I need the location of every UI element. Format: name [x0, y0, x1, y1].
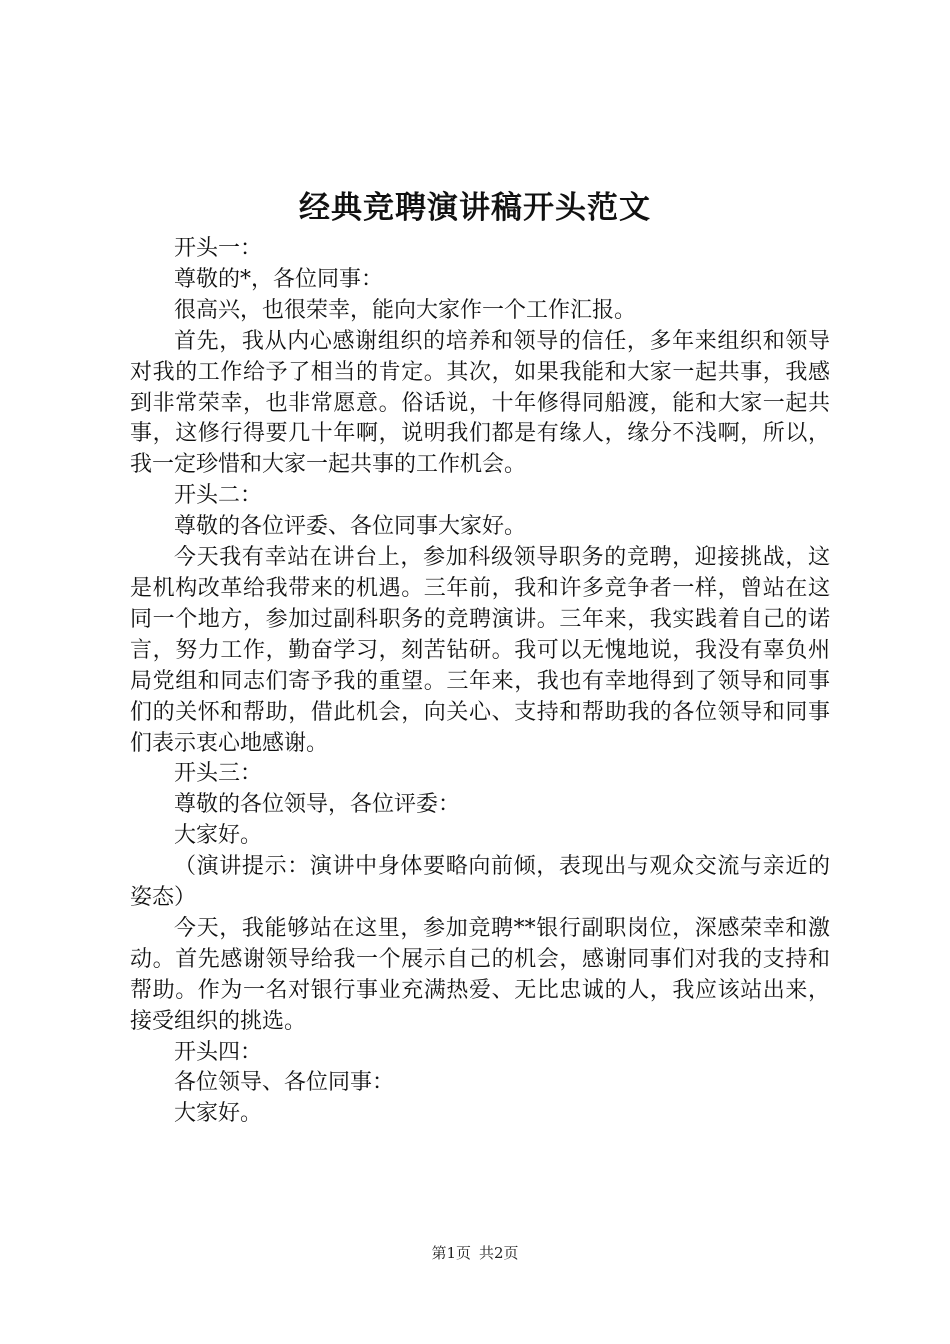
paragraph: 尊敬的各位评委、各位同事大家好。 [174, 514, 527, 540]
paragraph: 大家好。 [174, 1101, 263, 1127]
document-title: 经典竞聘演讲稿开头范文 [299, 190, 651, 226]
paragraph: 尊敬的各位领导，各位评委： [174, 792, 461, 818]
document-body [130, 234, 830, 1130]
page-number: 第1页 [431, 1244, 471, 1262]
paragraph: 开头二： [174, 483, 263, 509]
paragraph: 很高兴，也很荣幸，能向大家作一个工作汇报。 [174, 297, 637, 323]
paragraph: 各位领导、各位同事： [174, 1070, 395, 1096]
page-count: 共2页 [479, 1244, 519, 1262]
paragraph: 尊敬的*，各位同事： [174, 266, 384, 292]
paragraph: 大家好。 [174, 823, 263, 849]
page-footer [0, 1243, 950, 1263]
paragraph: 今天，我能够站在这里，参加竞聘**银行副职岗位，深感荣幸和激动。首先感谢领导给我一个展示自己的机会，感谢同事们对我的支持和帮助。作为一名对银行事业充满热爱、无比忠诚的人，我应该站出来，接受组织的挑选。 [130, 915, 830, 1034]
paragraph: 开头四： [174, 1039, 263, 1065]
paragraph: 首先，我从内心感谢组织的培养和领导的信任，多年来组织和领导对我的工作给予了相当的肯定。其次，如果我能和大家一起共事，我感到非常荣幸，也非常愿意。俗话说，十年修得同船渡，能和大家一起共事，这修行得要几十年啊，说明我们都是有缘人，缘分不浅啊，所以，我一定珍惜和大家一起共事的工作机会。 [130, 328, 830, 478]
paragraph: 开头三： [174, 761, 263, 787]
paragraph: （演讲提示：演讲中身体要略向前倾，表现出与观众交流与亲近的姿态） [130, 854, 830, 911]
paragraph: 今天我有幸站在讲台上，参加科级领导职务的竞聘，迎接挑战，这是机构改革给我带来的机遇。三年前，我和许多竞争者一样，曾站在这同一个地方，参加过副科职务的竞聘演讲。三年来，我实践着自己的诺言，努力工作，勤奋学习，刻苦钻研。我可以无愧地说，我没有辜负州局党组和同志们寄予我的重望。三年来，我也有幸地得到了领导和同事们的关怀和帮助，借此机会，向关心、支持和帮助我的各位领导和同事们表示衷心地感谢。 [130, 545, 830, 756]
paragraph: 开头一： [174, 236, 263, 261]
